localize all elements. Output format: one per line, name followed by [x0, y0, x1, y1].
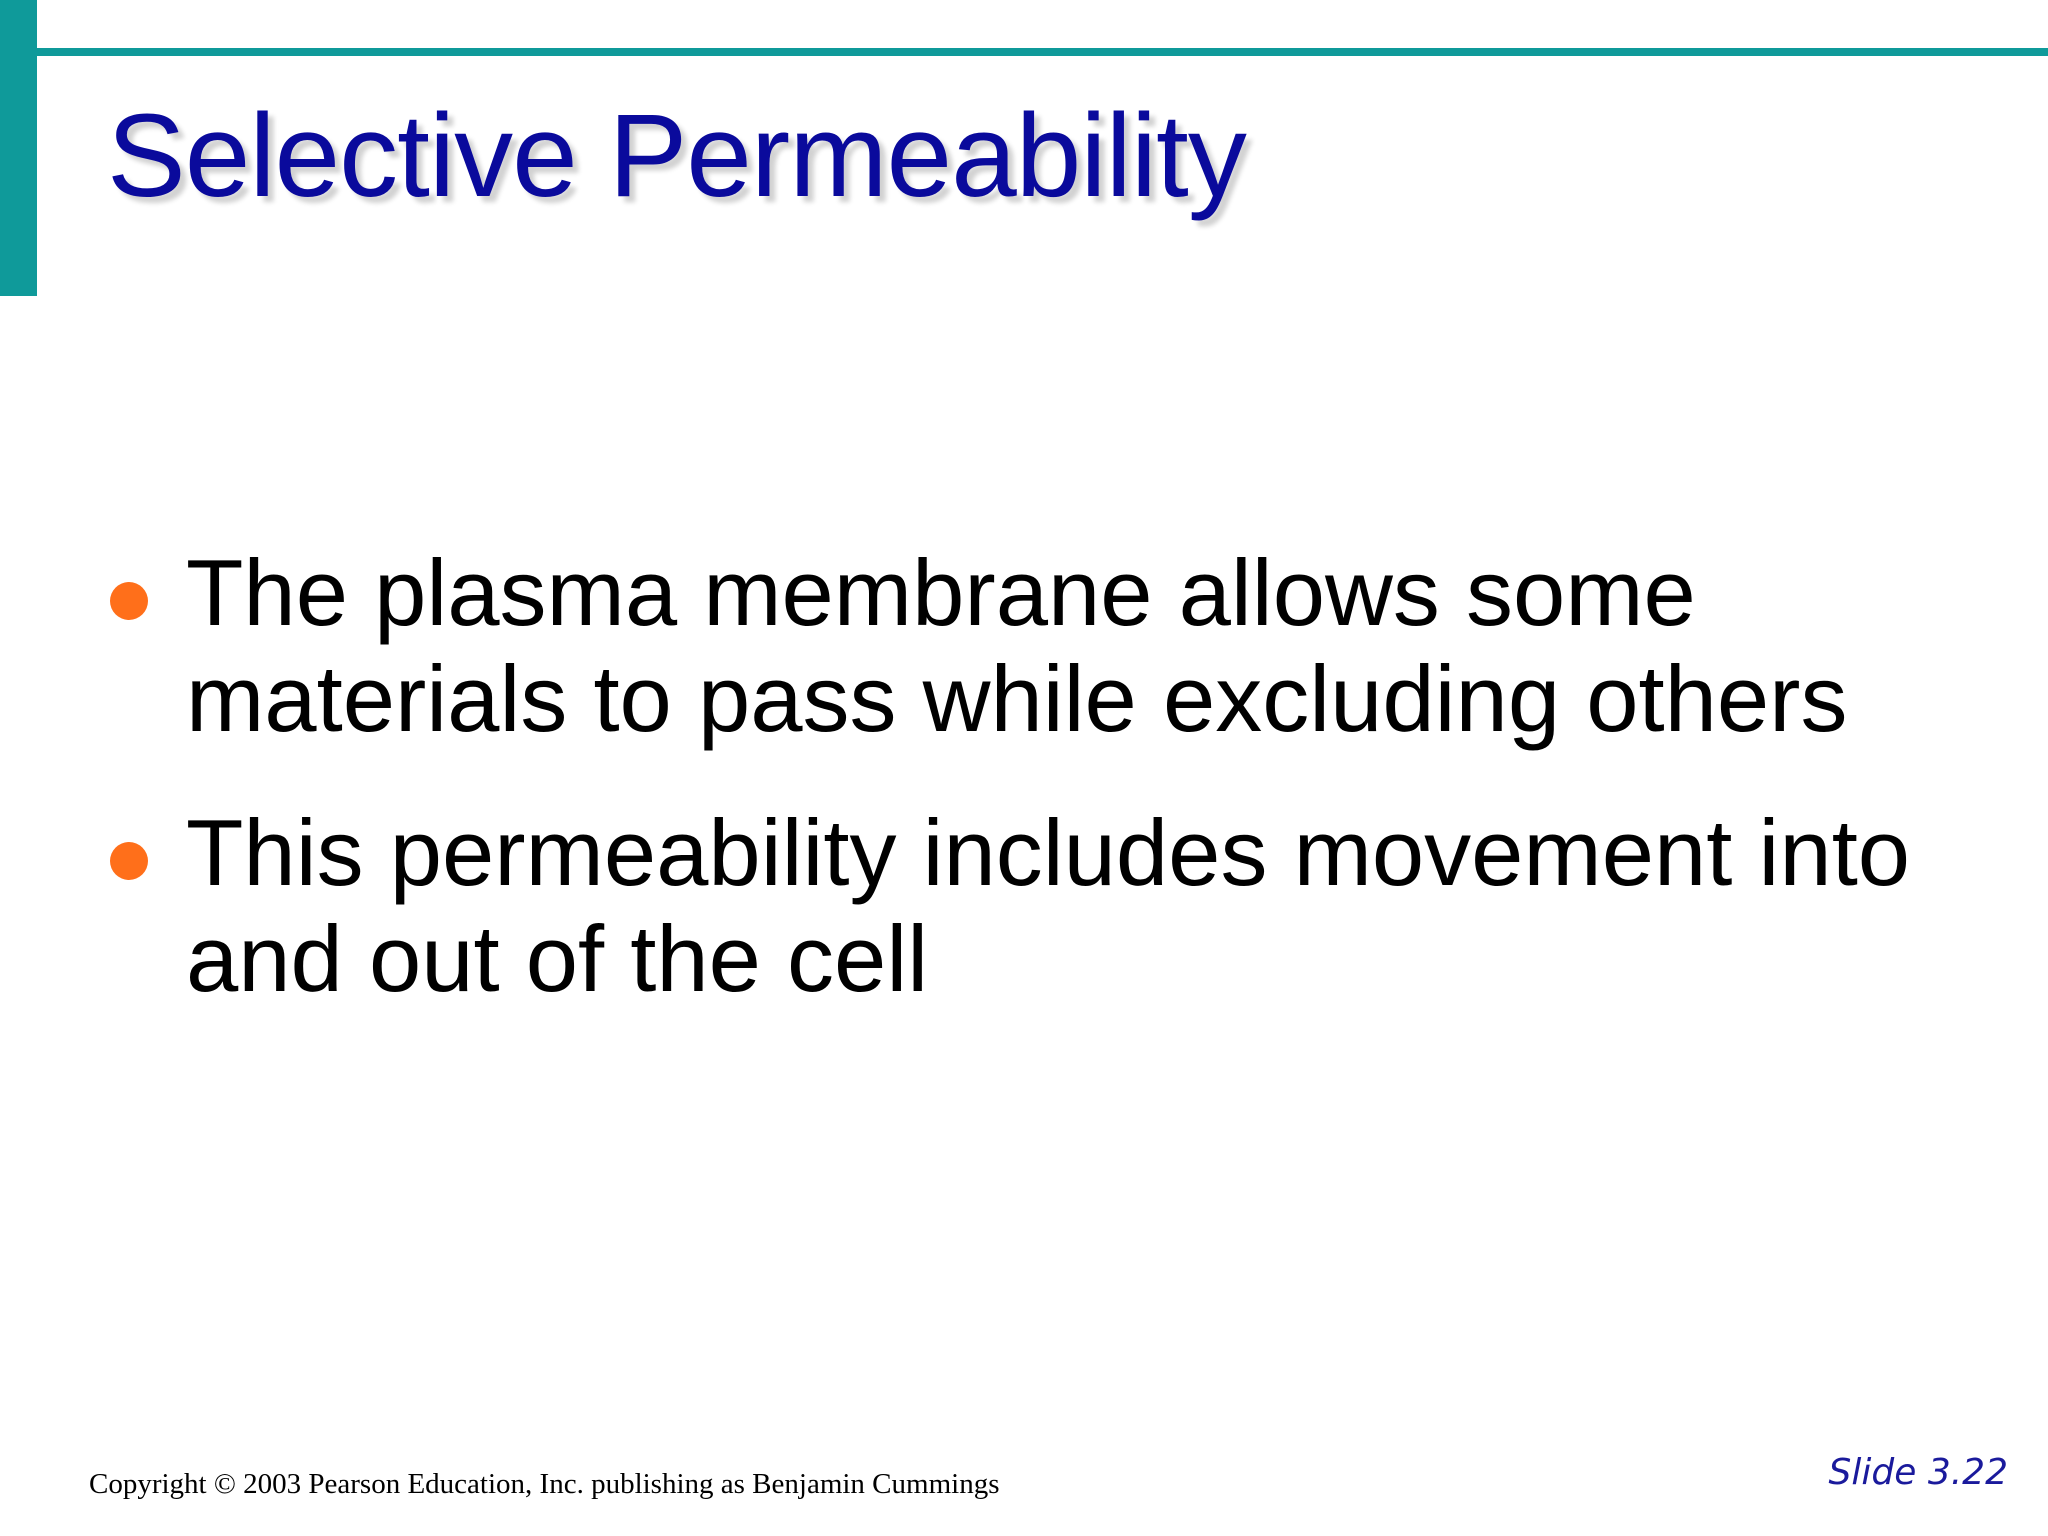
bullet-text: The plasma membrane allows some materials to pass while excluding others: [186, 540, 1848, 751]
slide-number: Slide 3.22: [1828, 1452, 2008, 1493]
bullet-list: [108, 540, 1968, 1060]
bullet-dot-icon: [110, 842, 148, 880]
accent-rule-horizontal: [37, 48, 2048, 56]
bullet-text: This permeability includes movement into and out of the cell: [186, 800, 1911, 1011]
bullet-dot-icon: [110, 582, 148, 620]
bullet-item: [108, 800, 1968, 1012]
copyright-notice: Copyright © 2003 Pearson Education, Inc. publishing as Benjamin Cummings: [89, 1468, 1000, 1500]
slide-title: Selective Permeability: [107, 90, 1246, 222]
bullet-item: [108, 540, 1968, 752]
accent-bar-vertical: [0, 0, 37, 296]
